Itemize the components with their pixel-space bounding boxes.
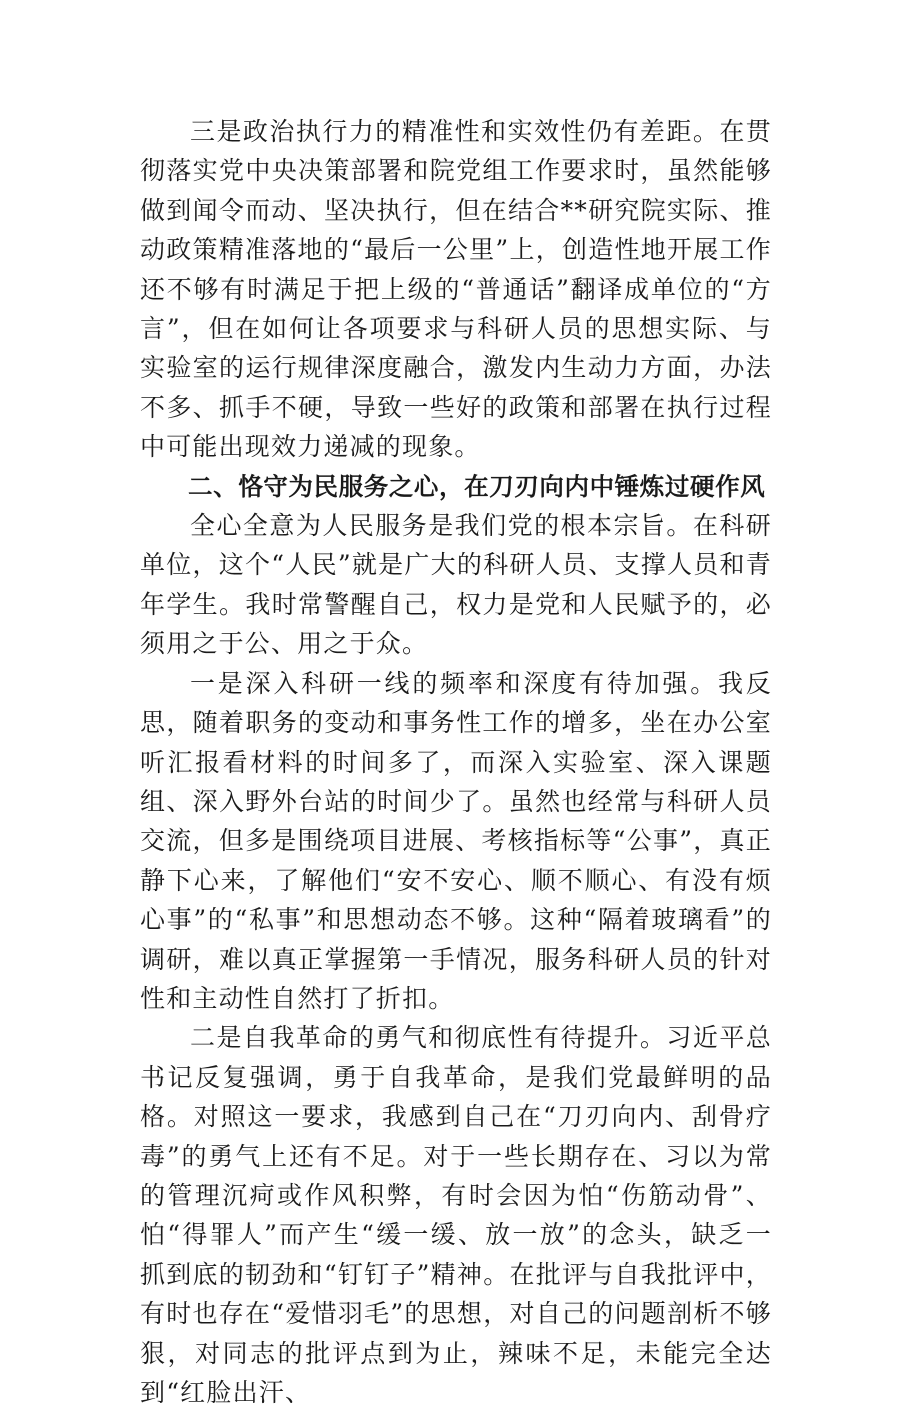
- paragraph-political-execution: 三是政治执行力的精准性和实效性仍有差距。在贯彻落实党中央决策部署和院党组工作要求时，虽然能够做到闻令而动、坚决执行，但在结合**研究院实际、推动政策精准落地的“最后一公里”上，创造性地开展工作还不够有时满足于把上级的“普通话”翻译成单位的“方言”，但在如何让各项要求与科研人员的思想实际、与实验室的运行规律深度融合，激发内生动力方面，办法不多、抓手不硬，导致一些好的政策和部署在执行过程中可能出现效力递减的现象。: [140, 117, 772, 462]
- paragraph-frontline-research: 一是深入科研一线的频率和深度有待加强。我反思，随着职务的变动和事务性工作的增多，坐在办公室听汇报看材料的时间多了，而深入实验室、深入课题组、深入野外台站的时间少了。虽然也经常与科研人员交流，但多是围绕项目进展、考核指标等“公事”，真正静下心来，了解他们“安不安心、顺不顺心、有没有烦心事”的“私事”和思想动态不够。这种“隔着玻璃看”的调研，难以真正掌握第一手情况，服务科研人员的针对性和主动性自然打了折扣。: [140, 668, 772, 1013]
- section-heading-two: 二、恪守为民服务之心，在刀刃向内中锤炼过硬作风: [188, 471, 766, 501]
- paragraph-self-revolution: 二是自我革命的勇气和彻底性有待提升。习近平总书记反复强调，勇于自我革命，是我们党最鲜明的品格。对照这一要求，我感到自己在“刀刃向内、刮骨疗毒”的勇气上还有不足。对于一些长期存在、习以为常的管理沉疴或作风积弊，有时会因为怕“伤筋动骨”、怕“得罪人”而产生“缓一缓、放一放”的念头，缺乏一抓到底的韧劲和“钉钉子”精神。在批评与自我批评中，有时也存在“爱惜羽毛”的思想，对自己的问题剖析不够狠，对同志的批评点到为止，辣味不足，未能完全达到“红脸出汗、: [140, 1023, 772, 1407]
- document-page: [140, 112, 772, 1412]
- paragraph-serve-people: 全心全意为人民服务是我们党的根本宗旨。在科研单位，这个“人民”就是广大的科研人员、支撑人员和青年学生。我时常警醒自己，权力是党和人民赋予的，必须用之于公、用之于众。: [140, 511, 772, 659]
